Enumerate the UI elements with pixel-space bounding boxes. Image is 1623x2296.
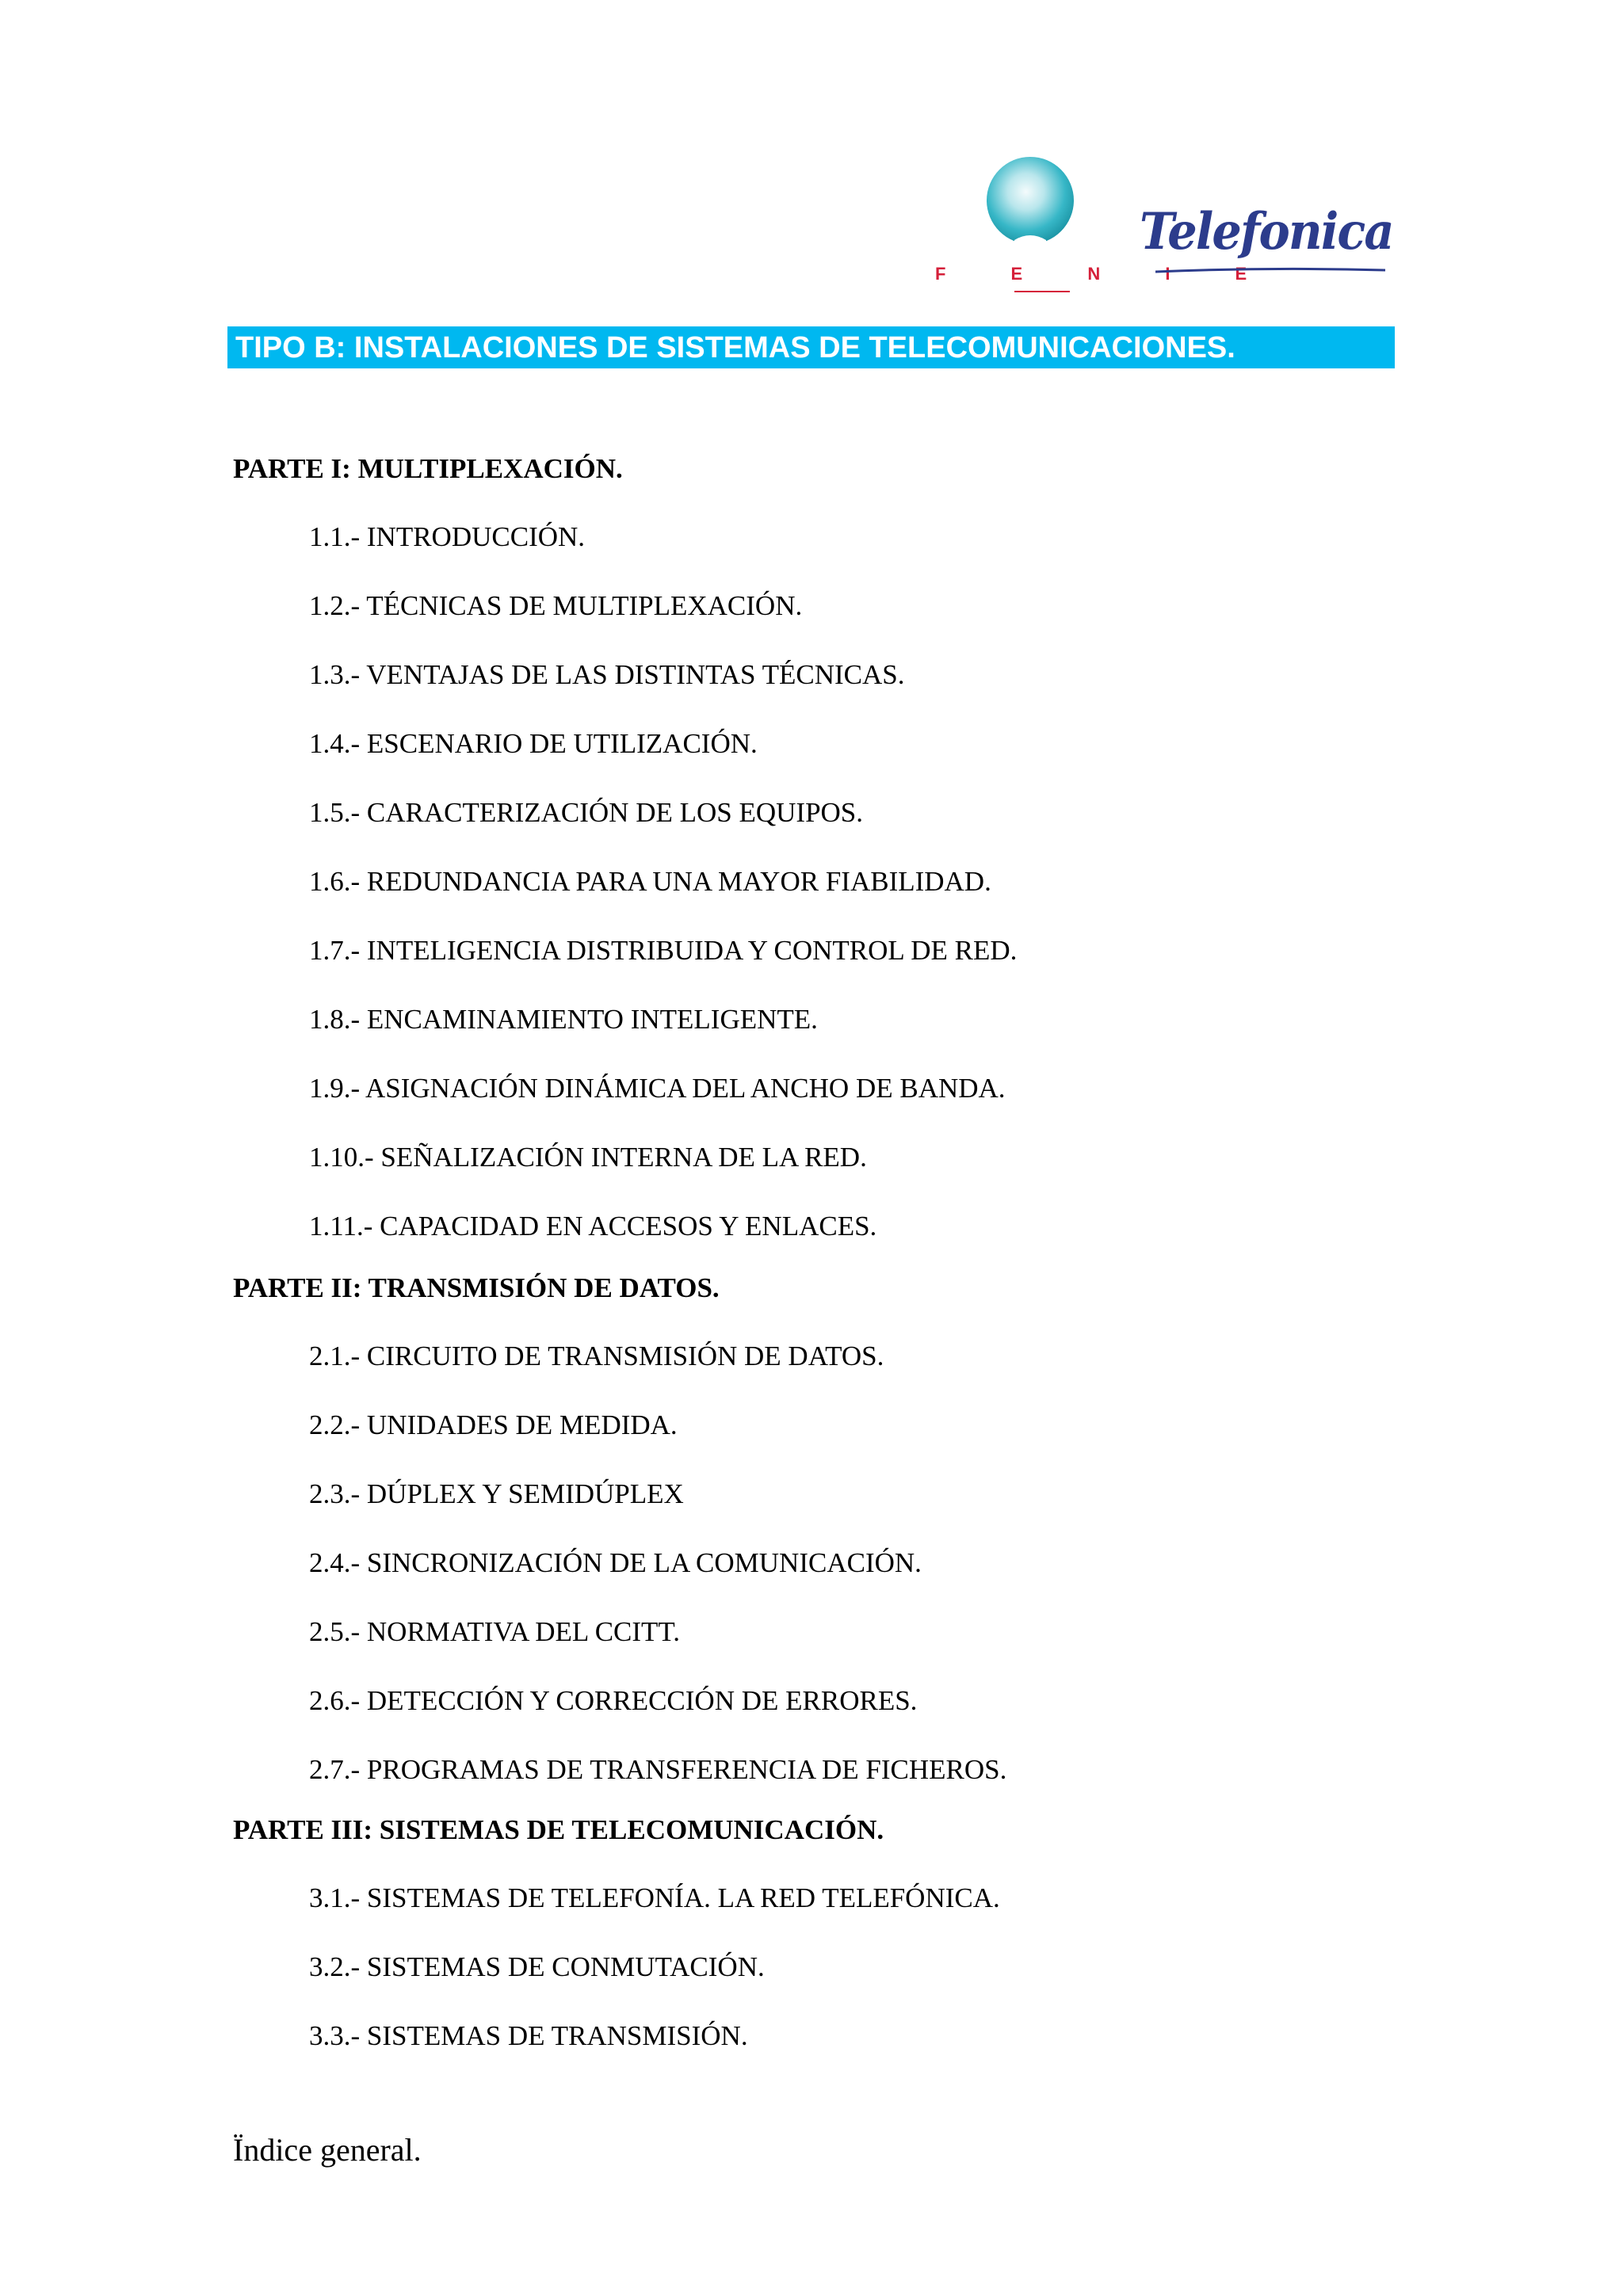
telefonica-logo xyxy=(1140,202,1393,281)
toc-item: 1.5.- CARACTERIZACIÓN DE LOS EQUIPOS. xyxy=(309,797,864,828)
toc-item: 1.1.- INTRODUCCIÓN. xyxy=(309,521,586,552)
toc-item: 2.6.- DETECCIÓN Y CORRECCIÓN DE ERRORES. xyxy=(309,1685,918,1716)
telefonica-swoosh-icon xyxy=(1155,265,1385,275)
toc-item: 1.7.- INTELIGENCIA DISTRIBUIDA Y CONTROL DE RED. xyxy=(309,935,1018,966)
footer-caption: Ïndice general. xyxy=(233,2132,422,2168)
toc-item: 1.10.- SEÑALIZACIÓN INTERNA DE LA RED. xyxy=(309,1142,867,1173)
part-heading-2: PARTE II: TRANSMISIÓN DE DATOS. xyxy=(233,1272,720,1303)
toc-item: 2.3.- DÚPLEX Y SEMIDÚPLEX xyxy=(309,1478,684,1509)
toc-item: 1.6.- REDUNDANCIA PARA UNA MAYOR FIABILIDAD. xyxy=(309,866,991,897)
toc-item: 2.4.- SINCRONIZACIÓN DE LA COMUNICACIÓN. xyxy=(309,1547,922,1578)
toc-item: 1.3.- VENTAJAS DE LAS DISTINTAS TÉCNICAS. xyxy=(309,659,905,690)
toc-item: 1.2.- TÉCNICAS DE MULTIPLEXACIÓN. xyxy=(309,590,803,621)
toc-item: 1.9.- ASIGNACIÓN DINÁMICA DEL ANCHO DE BANDA. xyxy=(309,1073,1006,1104)
toc-item: 3.2.- SISTEMAS DE CONMUTACIÓN. xyxy=(309,1951,765,1982)
header-logos xyxy=(935,154,1395,297)
toc-item: 1.4.- ESCENARIO DE UTILIZACIÓN. xyxy=(309,728,758,759)
section-title-bar xyxy=(227,326,1395,368)
toc-item: 1.11.- CAPACIDAD EN ACCESOS Y ENLACES. xyxy=(309,1211,877,1241)
fenie-wordmark: F E N I E xyxy=(935,264,1277,284)
toc-item: 2.1.- CIRCUITO DE TRANSMISIÓN DE DATOS. xyxy=(309,1341,884,1371)
toc-item: 2.2.- UNIDADES DE MEDIDA. xyxy=(309,1409,678,1440)
fenie-globe-icon xyxy=(935,154,1141,265)
toc-item: 2.7.- PROGRAMAS DE TRANSFERENCIA DE FICHEROS. xyxy=(309,1754,1007,1785)
toc-item: 1.8.- ENCAMINAMIENTO INTELIGENTE. xyxy=(309,1004,818,1035)
toc-item: 2.5.- NORMATIVA DEL CCITT. xyxy=(309,1616,680,1647)
telefonica-wordmark: Telefonica xyxy=(1140,202,1393,261)
toc-item: 3.1.- SISTEMAS DE TELEFONÍA. LA RED TELEFÓNICA. xyxy=(309,1882,1000,1913)
section-title: TIPO B: INSTALACIONES DE SISTEMAS DE TELECOMUNICACIONES. xyxy=(235,331,1235,364)
part-heading-1: PARTE I: MULTIPLEXACIÓN. xyxy=(233,453,623,484)
toc-item: 3.3.- SISTEMAS DE TRANSMISIÓN. xyxy=(309,2020,748,2051)
part-heading-3: PARTE III: SISTEMAS DE TELECOMUNICACIÓN. xyxy=(233,1814,884,1845)
fenie-underline xyxy=(1014,291,1070,292)
